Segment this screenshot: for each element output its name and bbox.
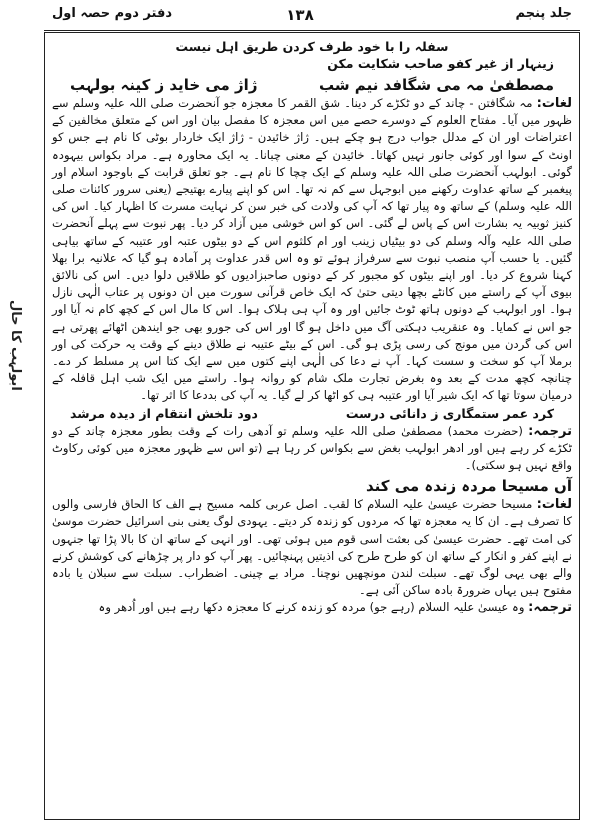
- header-rule: [44, 30, 580, 31]
- verse-hemistich-right: مصطفیٰ مہ می شگافد نیم شب: [318, 76, 554, 94]
- tarjuma-label: ترجمہ:: [528, 423, 573, 439]
- verse-hemistich-right: کرد عمر ستمگاری ز دانائی درست: [345, 405, 554, 421]
- margin-note: ابولہب کا حال: [8, 300, 23, 391]
- lughat-text: مہ شگافتن - چاند کے دو ٹکڑے کر دینا۔ شق القمر کا معجزہ جو آنحضرت صلی اللہ علیہ وسلم سے ظہور میں آیا۔ مفتاح العلوم کے دوسرے حصے میں اس معجزہ کا مفصل بیان اور اس کے متعلق مخالفین کے اعتراضات اور ان کے مدلل جواب درج ہو چکے ہیں۔ ژاژ خائیدن - ژاژ ایک خاردار بوٹی کا نام ہے جس کو اونٹ کے سوا اور کوئی جانور نہیں کھاتا۔ خائیدن کے معنی چبانا۔ یہ ایک محاورہ ہے۔ مراد بکواس بیہودہ گوئی۔ ابولہب آنحضرت صلی اللہ علیہ وسلم کے ایک چچا کا نام ہے۔ جو تعلق قرابت کے باوجود اسلام اور پیغمبر کے ساتھ عداوت رکھنے میں ابوجہل سے کم نہ تھا۔ اس کو اپنے پیارے بھتیجے (یعنی سرور کائنات صلی اللہ علیہ وسلم) کے ساتھ وہ پیار تھا کہ آپ کی ولادت کی خبر سن کر نہایت مسرت کا اظہار کیا۔ اس کی کنیز ثوبیہ یہ بشارت اس کے پاس لے گئی۔ اس کو اس خوشی میں آزاد کر دیا۔ پھر نبوت سے پہلے آنحضرت صلی اللہ علیہ وآلہ وسلم کی دو بیٹیاں زینب اور ام کلثوم اس کے دو بیٹوں عتبہ اور عتیبہ کے ساتھ بیاہی گئیں۔ یا حسب آپ منصب نبوت سے سرفراز ہوئے تو وہ اس قدر عداوت پر آمادہ ہو گیا کہ علانیہ برا بھلا کہنا شروع کر دیا۔ اور اپنے بیٹوں کو مجبور کر کے دونوں صاحبزادیوں کو طلاقیں دلوا دیں۔ اس کی نالائق بیوی آپ کے راستے میں کانٹے بچھا دیتی حتیٰ کہ ایک خاص قرآنی سورت میں ان دونوں پر عتاب الٰہی نازل ہوا۔ اور ابولہب کے دونوں ہاتھ ٹوٹ جائیں اور وہ آپ ہی ہلاک ہوا۔ اس کا مال اس کے کچھ کام نہ آیا اور جو اس نے کمایا۔ وہ عنقریب دہکتی آگ میں داخل ہو گا اور اس کی جورو بھی جو ایندھن اٹھائے پھرتی ہے اس کی گردن میں مونج کی رسی پڑی ہو گی۔ اس کے بیٹے عتیبہ نے طلاق دینے کے وقت یہ حرکت کی اور برملا آپ کو سخت و سست کہا۔ آپ نے دعا کی الٰہی اپنے کتوں میں سے ایک کتا اس پر مسلط کر دے۔ چنانچہ کچھ مدت کے بعد وہ بغرض تجارت ملک شام کو روانہ ہوا۔ راستے میں ایک شب اہل قافلہ کے درمیان سوتا تھا کہ ایک شیر آیا اور عتیبہ ہی کو اٹھا کر لے گیا۔ یہ آپ کی بددعا کا اثر تھا۔: [52, 96, 572, 403]
- verse-line-2: [52, 55, 572, 73]
- verse-couplet: [52, 73, 572, 95]
- tarjuma-section-2: [52, 599, 572, 616]
- running-header-right: جلد پنجم: [515, 6, 572, 21]
- tarjuma-label: ترجمہ:: [528, 600, 572, 616]
- tarjuma-section-1: [52, 423, 572, 475]
- lughat-label: لغات:: [536, 96, 572, 111]
- verse-couplet-2: [52, 405, 572, 423]
- lughat-text: مسیحا حضرت عیسیٰ علیہ السلام کا لقب۔ اصل عربی کلمہ مسیح ہے الف کا الحاق فارسی والوں کا تصرف ہے۔ ان کا یہ معجزہ تھا کہ مردوں کو زندہ کر دیتے۔ یہودی لوگ یعنی بنی اسرائیل حضرت موسیٰ کی امت تھے۔ حضرت عیسیٰ کی بعثت اسی قوم میں ہوئی تھی۔ اور انہی کے ساتھ ان کا بالا پڑا تھا جنہوں نے اپنے کفر و انکار کے ساتھ ان کو طرح طرح کی اذیتیں پہنچائیں۔ پھر آپ کو دار پر چڑھانے کی کوشش کرنے والے بھی یہی لوگ تھے۔ سبلت لندن مونچھیں نوچنا۔ مراد بے چینی۔ اضطراب۔ سبلت سے سبلان یا بادہ مفتوح ہیں یہاں ضرورۃ بادہ ساکن آئی ہے۔: [52, 497, 572, 598]
- running-header-left: دفتر دوم حصہ اول: [52, 6, 173, 21]
- tarjuma-text: وہ عیسیٰ علیہ السلام (رہے جو) مردہ کو زندہ کرنے کا معجزہ دکھا رہے ہیں اور اُدھر وہ: [98, 600, 525, 615]
- lughat-section-1: [52, 95, 572, 405]
- verse-hemistich: زینہار از غیر کفو صاحب شکایت مکن: [327, 56, 554, 71]
- verse-line-1: سفلہ را با خود طرف کردن طریق اہل نیست: [175, 39, 449, 54]
- lughat-label: لغات:: [536, 497, 572, 513]
- verse-hemistich-left: دود تلخش انتقام از دیدہ مرشد: [70, 405, 258, 421]
- verse-hemistich-left: ژاژ می خاید ز کینہ بولہب: [70, 76, 258, 94]
- main-column: [52, 38, 572, 617]
- verse-line-3: آں مسیحا مردہ زندہ می کند: [366, 477, 572, 496]
- page-number: ۱۳۸: [286, 6, 314, 24]
- lughat-section-2: [52, 496, 572, 599]
- tarjuma-text: (حضرت محمد) مصطفیٰ صلی اللہ علیہ وسلم تو آدھی رات کے وقت بطور معجزہ چاند کے دو ٹکڑے کر رہے ہیں اور ادھر ابولہب بغض سے بکواس کر رہا ہے (تو اس سے ظہور معجزہ میں کوئی رکاوٹ واقع نہیں ہو سکتی)۔: [52, 423, 572, 473]
